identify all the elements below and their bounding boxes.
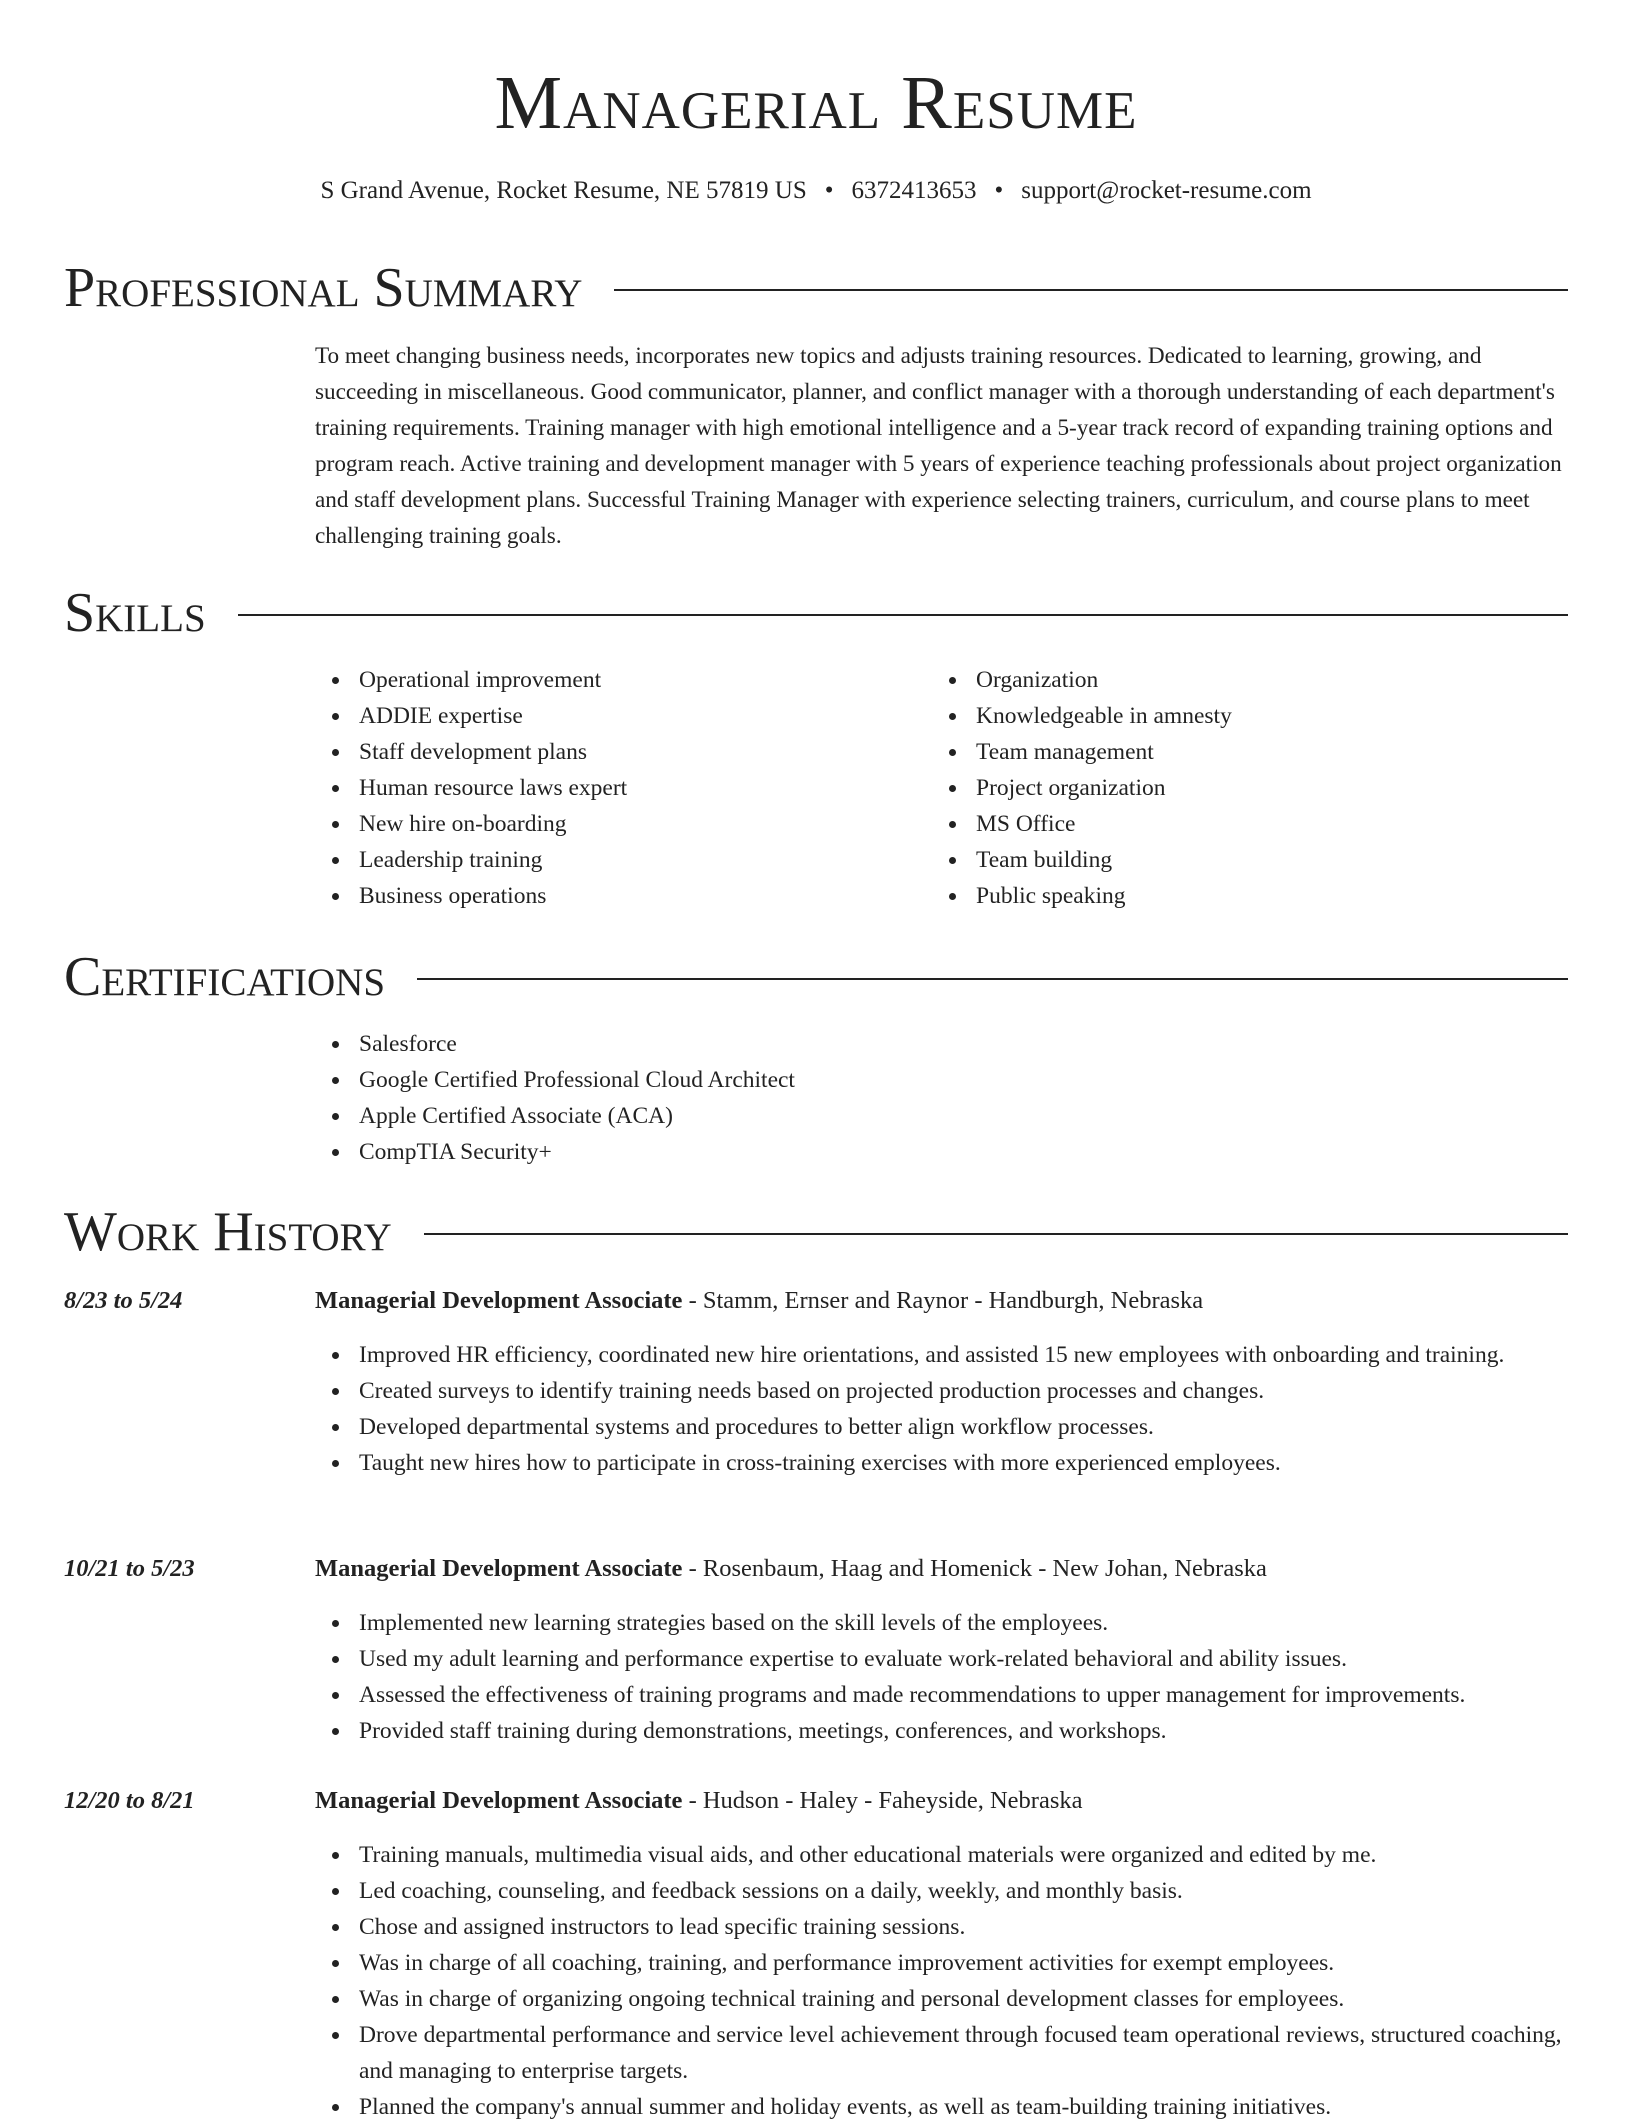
- skill-item: Knowledgeable in amnesty: [932, 698, 1232, 734]
- skills-list-left: [315, 662, 627, 914]
- section-divider: [614, 289, 1568, 291]
- skill-item: New hire on-boarding: [315, 806, 627, 842]
- work-history-heading: Work History: [64, 1201, 392, 1263]
- skill-item: Organization: [932, 662, 1232, 698]
- certifications-heading: Certifications: [64, 946, 386, 1008]
- skill-item: Staff development plans: [315, 734, 627, 770]
- certification-item: Google Certified Professional Cloud Architect: [315, 1062, 795, 1098]
- job-role: Managerial Development Associate: [315, 1555, 683, 1582]
- contact-phone: 6372413653: [851, 177, 977, 204]
- job-company: - Rosenbaum, Haag and Homenick - New Johan, Nebraska: [682, 1555, 1267, 1582]
- skill-item: Team management: [932, 734, 1232, 770]
- job-header: [315, 1551, 1267, 1587]
- resume-page: [64, 0, 1568, 2120]
- certification-item: CompTIA Security+: [315, 1134, 795, 1170]
- contact-separator: •: [824, 177, 834, 204]
- job-header: [315, 1283, 1203, 1319]
- skill-item: Public speaking: [932, 878, 1232, 914]
- skill-item: Operational improvement: [315, 662, 627, 698]
- summary-section-header: [64, 255, 1568, 321]
- skills-section-header: [64, 580, 1568, 646]
- contact-address: S Grand Avenue, Rocket Resume, NE 57819 US: [320, 177, 807, 204]
- job-role: Managerial Development Associate: [315, 1787, 683, 1814]
- job-date: 10/21 to 5/23: [64, 1555, 195, 1582]
- job-duties-list: [315, 1605, 1568, 1749]
- job-duty: Was in charge of organizing ongoing technical training and personal development classes for employees.: [315, 1981, 1568, 2017]
- job-role: Managerial Development Associate: [315, 1287, 683, 1314]
- job-duty: Was in charge of all coaching, training, and performance improvement activities for exempt employees.: [315, 1945, 1568, 1981]
- job-company: - Stamm, Ernser and Raynor - Handburgh, Nebraska: [682, 1287, 1204, 1314]
- job-duty: Planned the company's annual summer and holiday events, as well as team-building training initiatives.: [315, 2089, 1568, 2125]
- contact-line: [64, 173, 1568, 209]
- summary-text: To meet changing business needs, incorporates new topics and adjusts training resources. Dedicated to learning, growing, and succeeding in miscellaneous. Good communicator, planner, and conflict manager with a thorough understanding of each department's training requirements. Training manager with high emotional intelligence and a 5-year track record of expanding training options and program reach. Active training and development manager with 5 years of experience teaching professionals about project organization and staff development plans. Successful Training Manager with experience selecting trainers, curriculum, and course plans to meet challenging training goals.: [315, 343, 1562, 549]
- job-duty: Training manuals, multimedia visual aids, and other educational materials were organized and edited by me.: [315, 1837, 1568, 1873]
- work-history-section-header: [64, 1199, 1568, 1265]
- job-duties-list: [315, 1337, 1568, 1481]
- job-duty: Assessed the effectiveness of training programs and made recommendations to upper management for improvements.: [315, 1677, 1568, 1713]
- job-header: [315, 1783, 1083, 1819]
- skill-item: Human resource laws expert: [315, 770, 627, 806]
- resume-title: Managerial Resume: [494, 61, 1138, 145]
- skill-item: ADDIE expertise: [315, 698, 627, 734]
- job-duty: Created surveys to identify training needs based on projected production processes and changes.: [315, 1373, 1568, 1409]
- skill-item: Business operations: [315, 878, 627, 914]
- skill-item: MS Office: [932, 806, 1232, 842]
- job-duty: Drove departmental performance and service level achievement through focused team operational reviews, structured coaching, and managing to enterprise targets.: [315, 2017, 1568, 2089]
- section-divider: [424, 1233, 1568, 1235]
- certifications-section-header: [64, 944, 1568, 1010]
- job-date: 12/20 to 8/21: [64, 1787, 195, 1814]
- contact-email[interactable]: support@rocket-resume.com: [1021, 177, 1312, 204]
- summary-heading: Professional Summary: [64, 257, 583, 319]
- skill-item: Project organization: [932, 770, 1232, 806]
- contact-separator: •: [994, 177, 1004, 204]
- certifications-list: [315, 1026, 795, 1170]
- job-duty: Implemented new learning strategies based on the skill levels of the employees.: [315, 1605, 1568, 1641]
- section-divider: [238, 614, 1568, 616]
- skills-list-right: [932, 662, 1232, 914]
- job-duty: Used my adult learning and performance expertise to evaluate work-related behavioral and ability issues.: [315, 1641, 1568, 1677]
- job-duty: Improved HR efficiency, coordinated new hire orientations, and assisted 15 new employees with onboarding and training.: [315, 1337, 1568, 1373]
- job-duty: Taught new hires how to participate in cross-training exercises with more experienced employees.: [315, 1445, 1568, 1481]
- certification-item: Salesforce: [315, 1026, 795, 1062]
- job-duty: Developed departmental systems and procedures to better align workflow processes.: [315, 1409, 1568, 1445]
- skills-heading: Skills: [64, 582, 206, 644]
- skill-item: Team building: [932, 842, 1232, 878]
- job-duty: Led coaching, counseling, and feedback sessions on a daily, weekly, and monthly basis.: [315, 1873, 1568, 1909]
- job-date: 8/23 to 5/24: [64, 1287, 183, 1314]
- job-company: - Hudson - Haley - Faheyside, Nebraska: [682, 1787, 1083, 1814]
- section-divider: [417, 978, 1568, 980]
- job-duty: Chose and assigned instructors to lead specific training sessions.: [315, 1909, 1568, 1945]
- skill-item: Leadership training: [315, 842, 627, 878]
- certification-item: Apple Certified Associate (ACA): [315, 1098, 795, 1134]
- job-duty: Provided staff training during demonstrations, meetings, conferences, and workshops.: [315, 1713, 1568, 1749]
- job-duties-list: [315, 1837, 1568, 2125]
